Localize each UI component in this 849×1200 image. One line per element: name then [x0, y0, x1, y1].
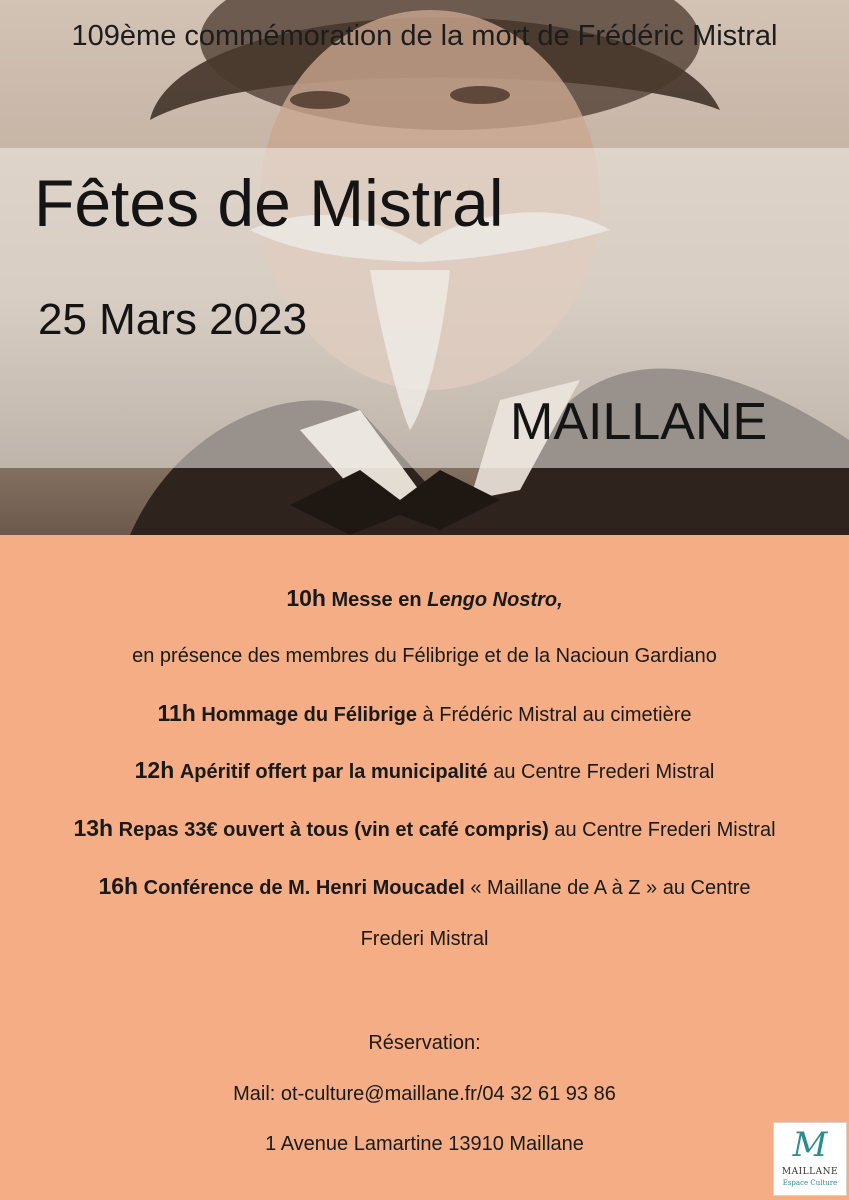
program-title: Apéritif offert par la municipalité [179, 761, 488, 783]
feather-quill-icon: M [792, 1125, 828, 1165]
program-time: 16h [98, 873, 139, 899]
program-time: 13h [73, 815, 114, 841]
hero-photo [0, 0, 849, 535]
event-place: MAILLANE [510, 393, 768, 451]
program-time: 10h [286, 585, 326, 611]
reservation-heading: Réservation: [368, 1032, 481, 1054]
event-title: Fêtes de Mistral [34, 166, 504, 240]
logo-name: MAILLANE [781, 1167, 839, 1177]
program-detail: au Centre Frederi Mistral [548, 819, 776, 841]
program-line [0, 645, 849, 668]
program-line [0, 585, 849, 612]
program-time: 12h [134, 757, 175, 783]
program-italic: Lengo Nostro, [427, 589, 563, 611]
program-line [0, 700, 849, 727]
program-title: Messe en [331, 589, 428, 611]
commemoration-subtitle: 109ème commémoration de la mort de Frédéric Mistral [71, 20, 778, 52]
program-title: Hommage du Félibrige [201, 704, 417, 726]
maillane-logo [773, 1122, 847, 1196]
logo-subtitle: Espace Culture [782, 1179, 838, 1187]
event-date: 25 Mars 2023 [38, 295, 308, 344]
program-time: 11h [157, 700, 196, 726]
program-line [0, 757, 849, 784]
program-detail: à Frédéric Mistral au cimetière [417, 704, 692, 726]
program-detail: au Centre Frederi Mistral [487, 761, 715, 783]
program-line [0, 928, 849, 951]
program-title: Repas 33€ ouvert à tous (vin et café compris) [118, 819, 549, 841]
program-title: Conférence de M. Henri Moucadel [143, 877, 465, 899]
program-detail: en présence des membres du Félibrige et de la Nacioun Gardiano [132, 645, 717, 667]
program-line [0, 873, 849, 900]
address: 1 Avenue Lamartine 13910 Maillane [265, 1133, 584, 1155]
contact-info[interactable]: Mail: ot-culture@maillane.fr/04 32 61 93 86 [233, 1083, 616, 1105]
program-detail: Frederi Mistral [360, 928, 489, 950]
program-line [0, 815, 849, 842]
program-detail: « Maillane de A à Z » au Centre [464, 877, 751, 899]
